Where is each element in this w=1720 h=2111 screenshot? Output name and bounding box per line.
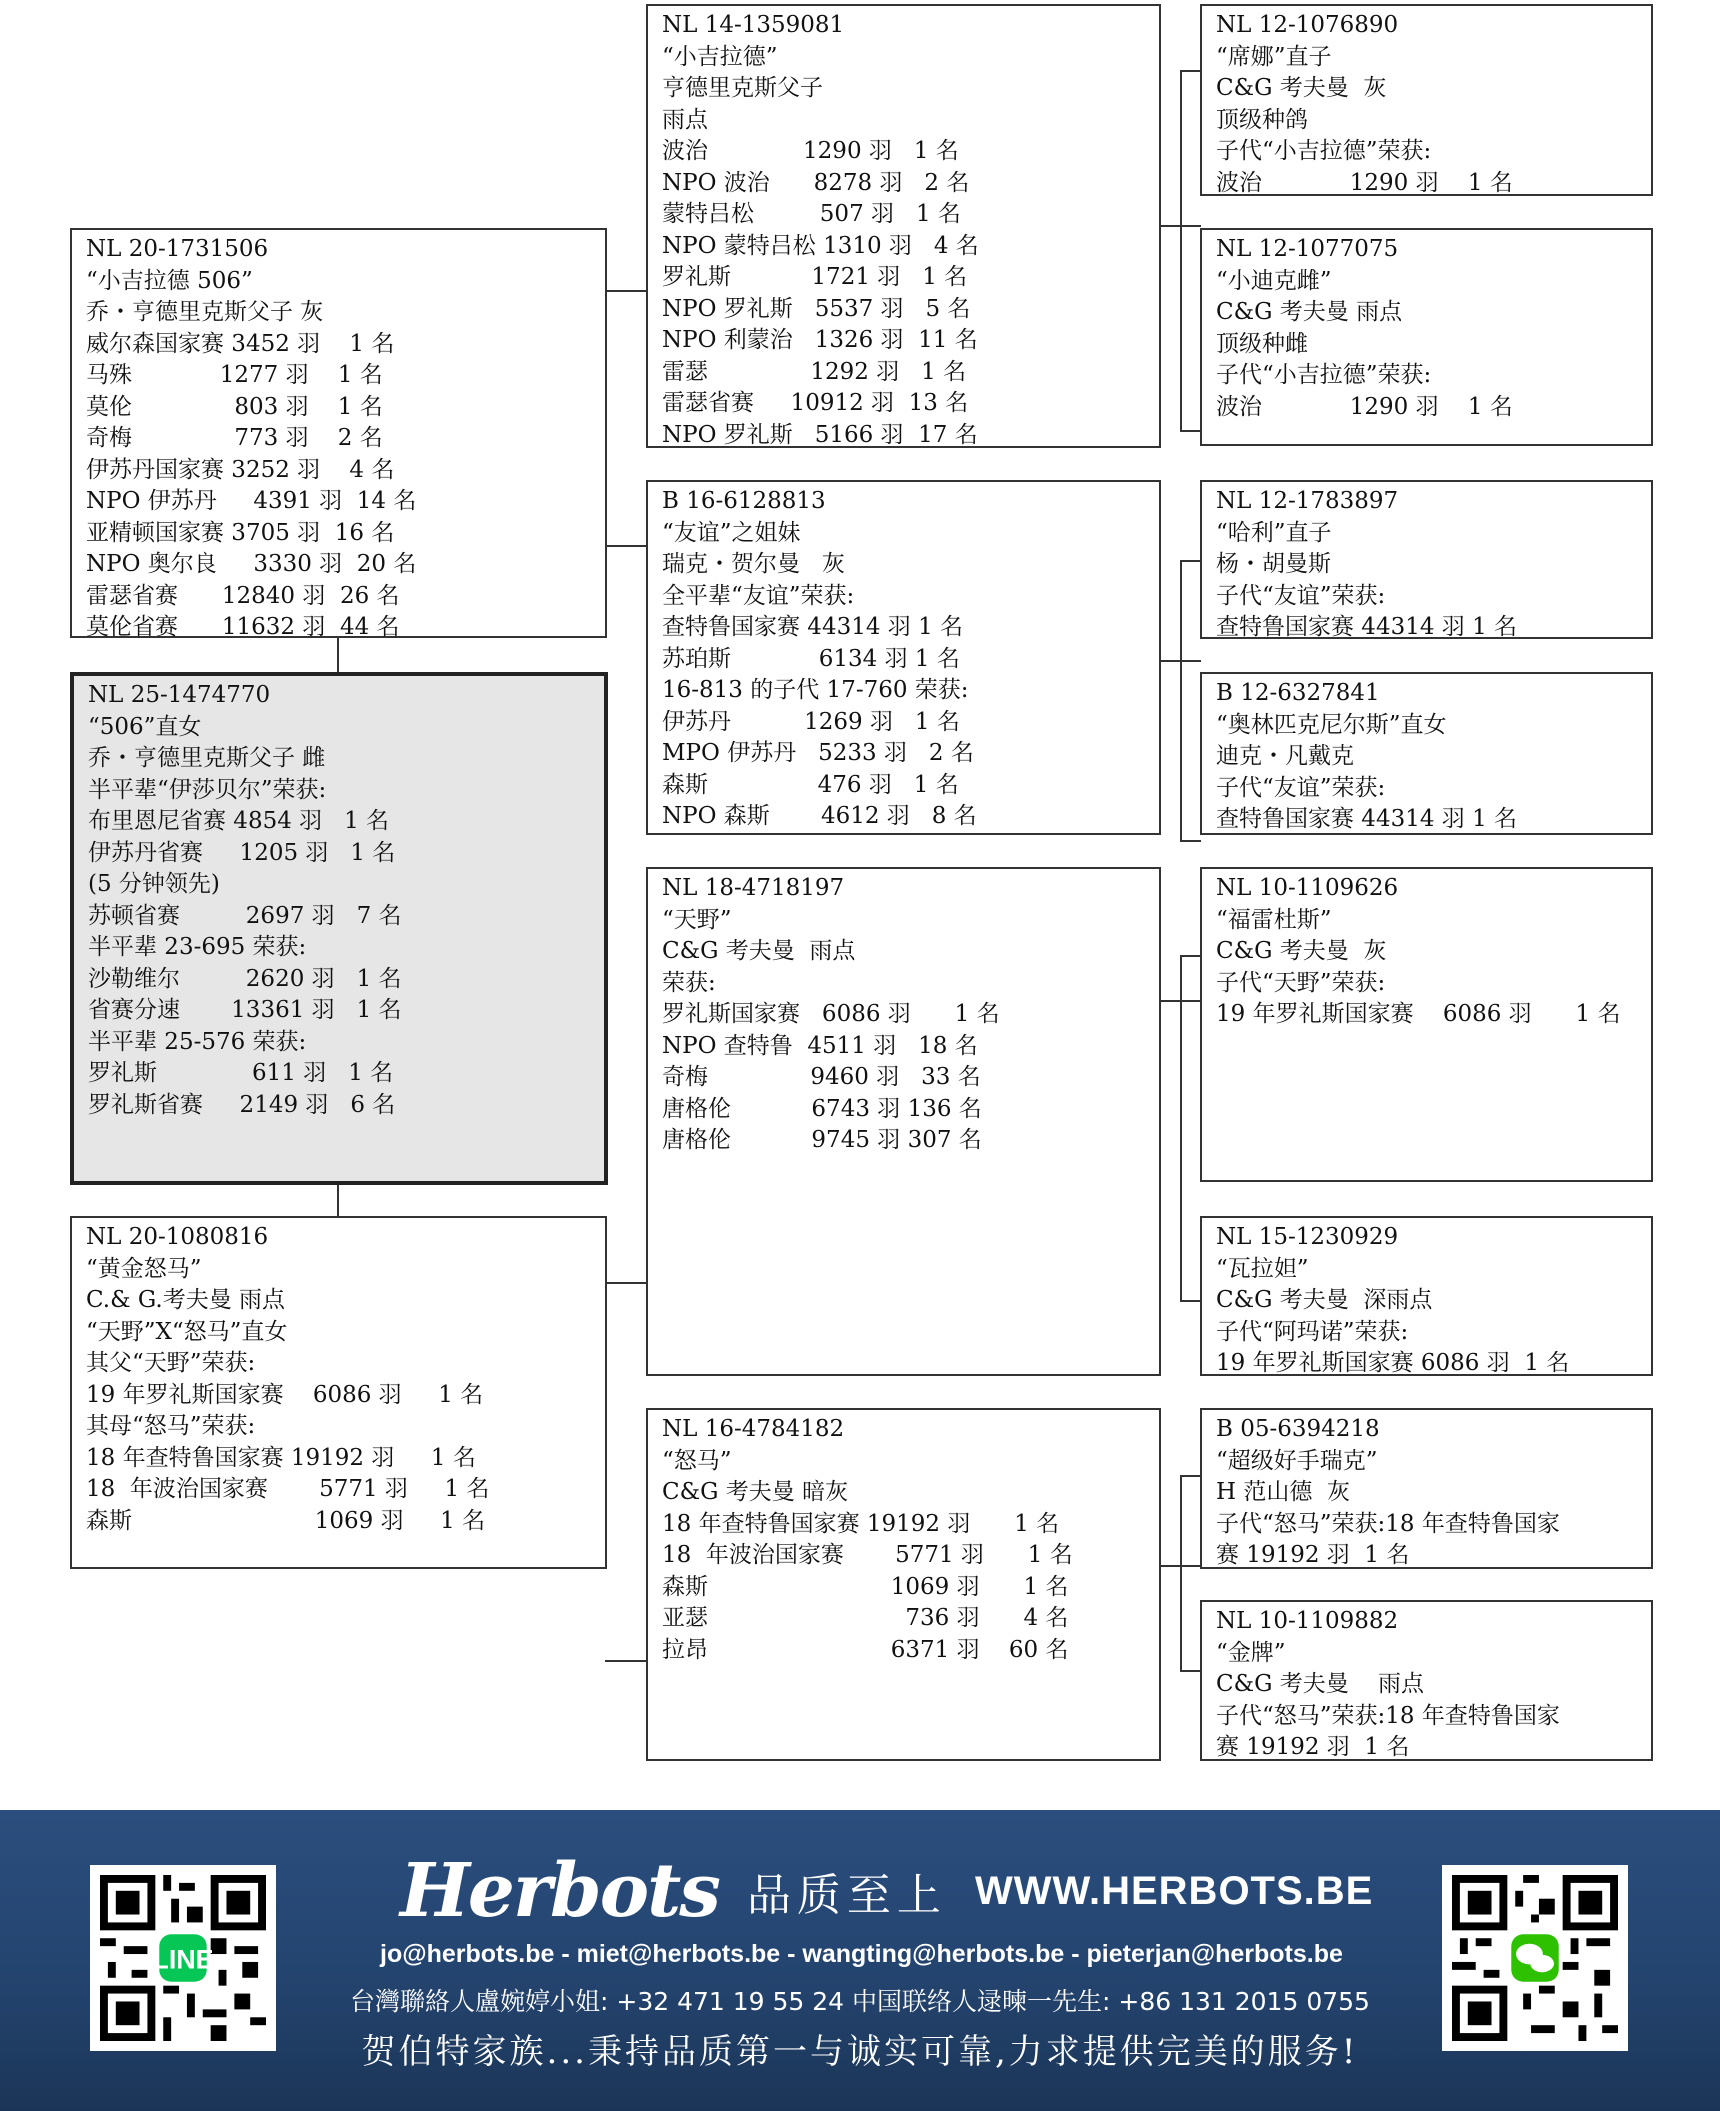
pedigree-line: 子代“怒马”荣获:18 年查特鲁国家: [1216, 1702, 1560, 1729]
pedigree-line: 亨德里克斯父子: [662, 75, 823, 101]
dam-dam-card: [646, 1408, 1161, 1761]
pedigree-line: 荣获:: [662, 969, 716, 996]
pedigree-line: 伊苏丹 1269 羽 1 名: [662, 708, 960, 735]
pedigree-line: B 16-6128813: [662, 488, 826, 514]
pedigree-line: “天野”: [662, 906, 732, 933]
pedigree-line: 雷瑟 1292 羽 1 名: [662, 358, 967, 385]
sire-sire-card: [646, 4, 1161, 448]
pedigree-line: 全平辈“友谊”荣获:: [662, 582, 855, 609]
pedigree-line: 子代“小吉拉德”荣获:: [1216, 362, 1432, 388]
pedigree-line: 19 年罗礼斯国家赛 6086 羽 1 名: [1216, 1001, 1621, 1027]
pedigree-line: NL 10-1109882: [1216, 1608, 1399, 1634]
pedigree-line: C&G 考夫曼 雨点: [662, 938, 856, 964]
wechat-qr-icon[interactable]: [1442, 1865, 1628, 2051]
pedigree-line: NL 12-1076890: [1216, 12, 1399, 38]
qr-code-graphic: [1452, 1875, 1618, 2041]
pedigree-line: 唐格伦 6743 羽 136 名: [662, 1095, 982, 1122]
pedigree-line: 马殊 1277 羽 1 名: [86, 362, 383, 388]
pedigree-line: “怒马”: [662, 1447, 732, 1474]
pedigree-line: 16-813 的子代 17-760 荣获:: [662, 677, 969, 703]
pedigree-line: NL 12-1077075: [1216, 236, 1399, 262]
email-addresses[interactable]: jo@herbots.be - miet@herbots.be - wangting@herbots.be - pieterjan@herbots.be: [380, 1940, 1343, 1968]
pedigree-line: 莫伦省赛 11632 羽 44 名: [86, 614, 400, 640]
connector-line: [337, 1184, 339, 1216]
pedigree-line: 赛 19192 羽 1 名: [1216, 1734, 1410, 1760]
pedigree-line: 迪克・凡戴克: [1216, 743, 1354, 769]
pedigree-line: 顶级种雌: [1216, 330, 1308, 357]
pedigree-line: 亚精顿国家赛 3705 羽 16 名: [86, 519, 395, 546]
pedigree-line: B 12-6327841: [1216, 680, 1380, 706]
pedigree-line: “小吉拉德”: [662, 43, 778, 70]
connector-line: [605, 545, 647, 547]
company-slogan: 贺伯特家族...秉持品质第一与诚实可靠,力求提供完美的服务!: [361, 2032, 1359, 2072]
pedigree-line: “瓦拉妲”: [1216, 1255, 1309, 1282]
pedigree-line: 波治 1290 羽 1 名: [1216, 169, 1513, 196]
dam-card: [70, 1216, 607, 1569]
pedigree-line: B 05-6394218: [1216, 1416, 1380, 1442]
pedigree-line: (5 分钟领先): [88, 871, 220, 897]
pedigree-line: 雨点: [662, 106, 708, 133]
pedigree-line: NL 20-1731506: [86, 236, 269, 262]
pedigree-line: “黄金怒马”: [86, 1255, 202, 1282]
connector-line: [1180, 560, 1201, 562]
pedigree-line: 19 年罗礼斯国家赛 6086 羽 1 名: [86, 1381, 484, 1408]
pedigree-line: 半平辈 25-576 荣获:: [88, 1028, 307, 1055]
pedigree-line: 半平辈 23-695 荣获:: [88, 934, 307, 960]
connector-line: [1180, 955, 1201, 957]
pedigree-line: 奇梅 773 羽 2 名: [86, 425, 383, 451]
pedigree-line: “哈利”直子: [1216, 519, 1332, 546]
pedigree-line: 查特鲁国家赛 44314 羽 1 名: [662, 614, 964, 640]
pedigree-line: 18 年波治国家赛 5771 羽 1 名: [662, 1542, 1073, 1568]
pedigree-line: “超级好手瑞克”: [1216, 1447, 1378, 1474]
pedigree-line: C.& G.考夫曼 雨点: [86, 1287, 286, 1313]
dam-sire-sire-card: [1200, 867, 1653, 1182]
pedigree-line: 莫伦 803 羽 1 名: [86, 393, 383, 420]
pedigree-line: H 范山德 灰: [1216, 1479, 1350, 1505]
pedigree-line: 罗礼斯国家赛 6086 羽 1 名: [662, 1001, 1000, 1027]
pedigree-line: 子代“友谊”荣获:: [1216, 582, 1386, 609]
dam-sire-dam-card: [1200, 1216, 1653, 1376]
pedigree-line: 拉昂 6371 羽 60 名: [662, 1636, 1069, 1663]
pedigree-line: “福雷杜斯”: [1216, 906, 1332, 933]
pedigree-line: 雷瑟省赛 10912 羽 13 名: [662, 390, 969, 416]
pedigree-line: 罗礼斯省赛 2149 羽 6 名: [88, 1091, 396, 1118]
connector-line: [1180, 70, 1201, 72]
pedigree-line: “天野”X“怒马”直女: [86, 1318, 288, 1345]
pedigree-line: NPO 伊苏丹 4391 羽 14 名: [86, 488, 417, 514]
dam-dam-sire-card: [1200, 1408, 1653, 1569]
qr-code-graphic: [100, 1875, 266, 2041]
pedigree-line: “小迪克雌”: [1216, 267, 1332, 294]
connector-line: [605, 290, 647, 292]
sire-sire-sire-card: [1200, 4, 1653, 196]
pedigree-line: 19 年罗礼斯国家赛 6086 羽 1 名: [1216, 1350, 1570, 1376]
pedigree-line: 子代“阿玛诺”荣获:: [1216, 1318, 1409, 1345]
pedigree-line: 苏珀斯 6134 羽 1 名: [662, 645, 960, 672]
pedigree-line: 沙勒维尔 2620 羽 1 名: [88, 965, 402, 992]
pedigree-line: 子代“天野”荣获:: [1216, 969, 1386, 996]
connector-line: [1180, 1670, 1201, 1672]
pedigree-line: NPO 奥尔良 3330 羽 20 名: [86, 551, 417, 577]
pedigree-line: 其父“天野”荣获:: [86, 1350, 256, 1376]
pedigree-line: 半平辈“伊莎贝尔”荣获:: [88, 776, 327, 803]
sire-dam-dam-card: [1200, 672, 1653, 835]
pedigree-line: 波治 1290 羽 1 名: [1216, 393, 1513, 420]
pedigree-line: NPO 罗礼斯 5166 羽 17 名: [662, 421, 978, 448]
sire-dam-card: [646, 480, 1161, 835]
pedigree-line: 顶级种鸽: [1216, 106, 1308, 133]
connector-line: [605, 1660, 647, 1662]
pedigree-line: 森斯 1069 羽 1 名: [662, 1573, 1069, 1600]
line-qr-icon[interactable]: [90, 1865, 276, 2051]
pedigree-line: 伊苏丹国家赛 3252 羽 4 名: [86, 456, 395, 483]
brand-tagline: 品质至上: [746, 1870, 947, 1921]
pedigree-line: 子代“怒马”荣获:18 年查特鲁国家: [1216, 1510, 1560, 1537]
pedigree-line: 其母“怒马”荣获:: [86, 1413, 256, 1439]
contact-phones: 台灣聯絡人盧婉婷小姐: +32 471 19 55 24 中国联络人逯暕一先生: +86 131 2015 0755: [350, 1987, 1370, 2016]
pedigree-line: 苏顿省赛 2697 羽 7 名: [88, 902, 402, 929]
pedigree-line: 森斯 1069 羽 1 名: [86, 1507, 486, 1534]
brand-row: [400, 1850, 1373, 1932]
pedigree-line: 18 年查特鲁国家赛 19192 羽 1 名: [662, 1510, 1060, 1537]
pedigree-line: 18 年查特鲁国家赛 19192 羽 1 名: [86, 1444, 476, 1471]
pedigree-line: 子代“友谊”荣获:: [1216, 774, 1386, 801]
pedigree-line: 乔・亨德里克斯父子 雌: [88, 745, 326, 771]
pedigree-line: 雷瑟省赛 12840 羽 26 名: [86, 582, 400, 609]
connector-line: [1180, 70, 1182, 430]
pedigree-line: MPO 伊苏丹 5233 羽 2 名: [662, 740, 974, 766]
pedigree-line: “奥林匹克尼尔斯”直女: [1216, 711, 1447, 738]
connector-line: [605, 1282, 647, 1284]
pedigree-line: C&G 考夫曼 暗灰: [662, 1479, 849, 1505]
pedigree-line: NL 20-1080816: [86, 1224, 269, 1250]
pedigree-line: NPO 罗礼斯 5537 羽 5 名: [662, 295, 971, 322]
pedigree-line: 赛 19192 羽 1 名: [1216, 1542, 1410, 1568]
pedigree-line: 瑞克・贺尔曼 灰: [662, 551, 845, 577]
pedigree-line: 唐格伦 9745 羽 307 名: [662, 1127, 982, 1153]
brand-logo: Herbots: [400, 1848, 719, 1934]
pedigree-line: NL 18-4718197: [662, 875, 845, 901]
pedigree-line: NPO 森斯 4612 羽 8 名: [662, 803, 977, 829]
pedigree-line: 森斯 476 羽 1 名: [662, 771, 959, 798]
pedigree-line: 乔・亨德里克斯父子 灰: [86, 299, 324, 325]
footer-banner: [0, 1810, 1720, 2111]
pedigree-line: C&G 考夫曼 雨点: [1216, 1671, 1424, 1697]
pedigree-line: 18 年波治国家赛 5771 羽 1 名: [86, 1476, 490, 1502]
pedigree-line: NPO 波治 8278 羽 2 名: [662, 169, 970, 196]
pedigree-line: 亚瑟 736 羽 4 名: [662, 1605, 1069, 1631]
pedigree-line: “506”直女: [88, 713, 202, 740]
svg-text:LINE: LINE: [152, 1944, 214, 1975]
connector-line: [1180, 560, 1182, 840]
pedigree-line: 罗礼斯 1721 羽 1 名: [662, 264, 968, 290]
connector-line: [1180, 955, 1182, 1300]
pedigree-line: 蒙特吕松 507 羽 1 名: [662, 201, 961, 227]
pedigree-line: NL 12-1783897: [1216, 488, 1399, 514]
pedigree-line: C&G 考夫曼 灰: [1216, 938, 1387, 964]
pedigree-line: C&G 考夫曼 灰: [1216, 75, 1387, 101]
sire-dam-sire-card: [1200, 480, 1653, 639]
pedigree-line: “友谊”之姐妹: [662, 519, 801, 546]
subject-card: [70, 672, 608, 1185]
sire-sire-dam-card: [1200, 228, 1653, 446]
dam-dam-dam-card: [1200, 1600, 1653, 1761]
pedigree-line: “席娜”直子: [1216, 43, 1332, 70]
pedigree-line: NL 16-4784182: [662, 1416, 845, 1442]
dam-sire-card: [646, 867, 1161, 1376]
pedigree-line: 罗礼斯 611 羽 1 名: [88, 1060, 394, 1086]
website-link[interactable]: WWW.HERBOTS.BE: [974, 1868, 1374, 1913]
pedigree-line: 子代“小吉拉德”荣获:: [1216, 138, 1432, 164]
pedigree-line: 波治 1290 羽 1 名: [662, 138, 959, 164]
pedigree-line: NL 14-1359081: [662, 12, 845, 38]
pedigree-line: C&G 考夫曼 深雨点: [1216, 1287, 1433, 1313]
pedigree-line: 威尔森国家赛 3452 羽 1 名: [86, 330, 395, 357]
pedigree-line: 布里恩尼省赛 4854 羽 1 名: [88, 808, 390, 834]
pedigree-line: 查特鲁国家赛 44314 羽 1 名: [1216, 614, 1518, 640]
connector-line: [1180, 1475, 1201, 1477]
sire-card: [70, 228, 607, 638]
pedigree-line: 杨・胡曼斯: [1216, 551, 1331, 577]
connector-line: [1180, 430, 1201, 432]
connector-line: [1180, 1300, 1201, 1302]
connector-line: [1180, 840, 1201, 842]
pedigree-line: “小吉拉德 506”: [86, 267, 253, 294]
pedigree-line: NL 10-1109626: [1216, 875, 1399, 901]
pedigree-line: NPO 查特鲁 4511 羽 18 名: [662, 1032, 978, 1059]
connector-line: [1180, 1475, 1182, 1670]
pedigree-line: 奇梅 9460 羽 33 名: [662, 1064, 981, 1090]
pedigree-line: NL 15-1230929: [1216, 1224, 1399, 1250]
pedigree-line: C&G 考夫曼 雨点: [1216, 299, 1403, 325]
pedigree-line: NPO 蒙特吕松 1310 羽 4 名: [662, 232, 979, 259]
pedigree-line: “金牌”: [1216, 1639, 1286, 1666]
pedigree-line: NL 25-1474770: [88, 682, 271, 708]
pedigree-line: 伊苏丹省赛 1205 羽 1 名: [88, 839, 396, 866]
pedigree-line: 省赛分速 13361 羽 1 名: [88, 997, 402, 1023]
pedigree-line: 查特鲁国家赛 44314 羽 1 名: [1216, 806, 1518, 832]
pedigree-line: NPO 利蒙治 1326 羽 11 名: [662, 327, 978, 353]
